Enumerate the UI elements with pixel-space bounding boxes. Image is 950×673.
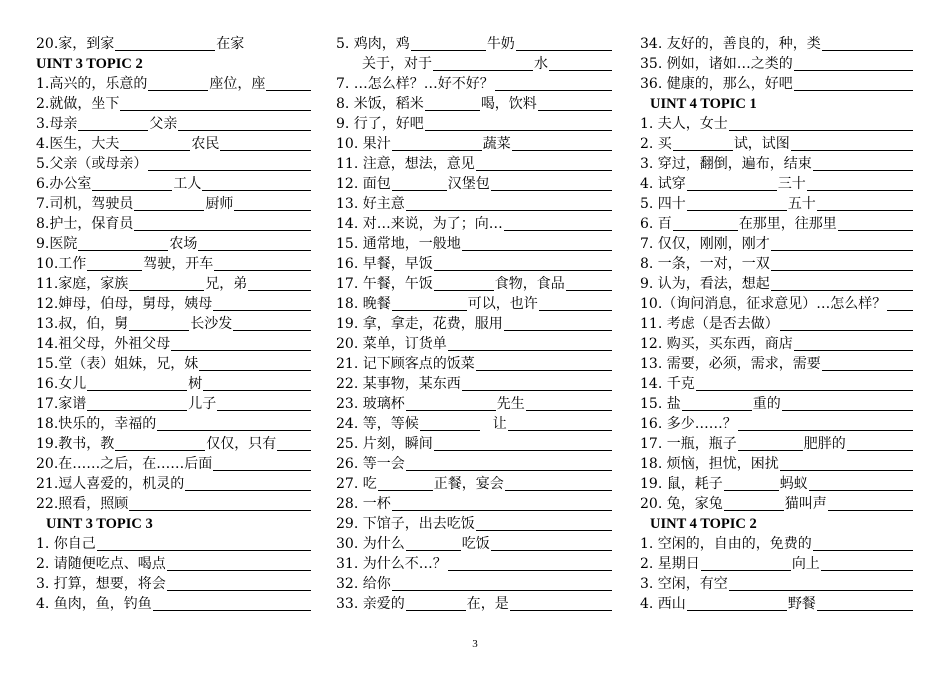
vocab-line: 9. 认为，看法，想起 (640, 274, 914, 294)
answer-blank[interactable] (495, 75, 612, 91)
vocab-line: 13. 好主意 (336, 194, 613, 214)
vocab-line: 4. 西山 野餐 (640, 594, 914, 614)
vocab-line: 4. 鱼肉，鱼，钓鱼 (36, 594, 312, 614)
answer-blank[interactable] (406, 455, 612, 471)
answer-blank[interactable] (813, 535, 913, 551)
answer-blank[interactable] (87, 255, 142, 271)
vocab-line: 3. 空闲，有空 (640, 574, 914, 594)
answer-blank[interactable] (738, 415, 913, 431)
vocab-line: 18.快乐的，幸福的 (36, 414, 312, 434)
answer-blank[interactable] (171, 335, 311, 351)
answer-blank[interactable] (406, 395, 496, 411)
vocab-line: 11. 考虑（是否去做） (640, 314, 914, 334)
vocab-line: 1.高兴的，乐意的 座位，座 (36, 74, 312, 94)
vocab-line: 17. 午餐，午饭 食物，食品 (336, 274, 613, 294)
answer-blank[interactable] (526, 395, 612, 411)
vocab-line: 21. 记下顾客点的饭菜 (336, 354, 613, 374)
answer-blank[interactable] (277, 435, 311, 451)
column-middle (336, 34, 613, 614)
vocab-line: 20. 兔，家兔 猫叫声 (640, 494, 914, 514)
answer-blank[interactable] (462, 375, 612, 391)
answer-blank[interactable] (512, 135, 612, 151)
vocab-line: 14. 千克 (640, 374, 914, 394)
answer-blank[interactable] (392, 495, 612, 511)
answer-blank[interactable] (406, 535, 461, 551)
vocab-line: 30. 为什么 吃饭 (336, 534, 613, 554)
answer-blank[interactable] (794, 55, 913, 71)
section-heading: UINT 3 TOPIC 3 (46, 516, 153, 532)
answer-blank[interactable] (178, 115, 311, 131)
answer-blank[interactable] (148, 75, 208, 91)
vocab-line: 2. 星期日 向上 (640, 554, 914, 574)
vocab-line: 16. 早餐，早饭 (336, 254, 613, 274)
answer-blank[interactable] (115, 435, 205, 451)
vocab-line: 9. 行了，好吧 (336, 114, 613, 134)
answer-blank[interactable] (87, 375, 187, 391)
answer-blank[interactable] (203, 375, 311, 391)
answer-blank[interactable] (813, 155, 913, 171)
vocab-line: 31. 为什么不…？ (336, 554, 613, 574)
vocab-line: 14. 对…来说，为了；向… (336, 214, 613, 234)
vocab-line: 14.祖父母，外祖父母 (36, 334, 312, 354)
vocab-line: 12. 购买，买东西，商店 (640, 334, 914, 354)
answer-blank[interactable] (157, 415, 311, 431)
vocab-line: 1. 空闲的，自由的，免费的 (640, 534, 914, 554)
answer-blank[interactable] (217, 395, 311, 411)
answer-blank[interactable] (809, 475, 913, 491)
vocab-line: 5.父亲（或母亲） (36, 154, 312, 174)
answer-blank[interactable] (129, 275, 204, 291)
answer-blank[interactable] (687, 175, 777, 191)
answer-blank[interactable] (425, 115, 612, 131)
vocab-line: 15. 通常地，一般地 (336, 234, 613, 254)
answer-blank[interactable] (491, 175, 612, 191)
answer-blank[interactable] (887, 295, 913, 311)
answer-blank[interactable] (817, 195, 913, 211)
answer-blank[interactable] (153, 595, 311, 611)
answer-blank[interactable] (120, 95, 311, 111)
answer-blank[interactable] (780, 455, 913, 471)
column-left (36, 34, 312, 614)
answer-blank[interactable] (822, 35, 913, 51)
vocab-line: 15. 盐 重的 (640, 394, 914, 414)
vocab-line: 22.照看，照顾 (36, 494, 312, 514)
answer-blank[interactable] (120, 135, 190, 151)
answer-blank[interactable] (828, 495, 913, 511)
vocab-line: 20. 菜单，订货单 (336, 334, 613, 354)
answer-blank[interactable] (687, 595, 787, 611)
answer-blank[interactable] (134, 195, 204, 211)
answer-blank[interactable] (392, 175, 447, 191)
vocab-line: 23. 玻璃杯 先生 (336, 394, 613, 414)
answer-blank[interactable] (220, 135, 311, 151)
vocab-line: 18. 晚餐 可以，也许 (336, 294, 613, 314)
answer-blank[interactable] (248, 275, 311, 291)
answer-blank[interactable] (771, 255, 913, 271)
answer-blank[interactable] (729, 575, 913, 591)
vocab-line: 20.在……之后，在……后面 (36, 454, 312, 474)
answer-blank[interactable] (476, 515, 612, 531)
answer-blank[interactable] (738, 435, 803, 451)
answer-blank[interactable] (838, 215, 913, 231)
answer-blank[interactable] (724, 475, 779, 491)
answer-blank[interactable] (202, 175, 311, 191)
section-heading: UINT 4 TOPIC 2 (650, 516, 757, 532)
vocab-line: 5. 鸡肉，鸡 牛奶 (336, 34, 613, 54)
vocab-line: 6.办公室 工人 (36, 174, 312, 194)
answer-blank[interactable] (782, 395, 913, 411)
answer-blank[interactable] (817, 595, 913, 611)
vocab-line: 26. 等一会 (336, 454, 613, 474)
answer-blank[interactable] (538, 95, 612, 111)
answer-blank[interactable] (78, 235, 168, 251)
answer-blank[interactable] (129, 495, 311, 511)
vocab-line: 24. 等，等候 让 (336, 414, 613, 434)
answer-blank[interactable] (462, 235, 612, 251)
vocab-line: 35. 例如，诸如…之类的 (640, 54, 914, 74)
vocab-line: 32. 给你 (336, 574, 613, 594)
answer-blank[interactable] (425, 95, 480, 111)
answer-blank[interactable] (771, 275, 913, 291)
vocab-line: 1. 夫人，女士 (640, 114, 914, 134)
answer-blank[interactable] (508, 415, 612, 431)
vocab-line: 27. 吃 正餐，宴会 (336, 474, 613, 494)
answer-blank[interactable] (411, 35, 486, 51)
vocab-line: 17.家谱 儿子 (36, 394, 312, 414)
vocab-line: 12. 面包 汉堡包 (336, 174, 613, 194)
vocab-line: 16.女儿 树 (36, 374, 312, 394)
answer-blank[interactable] (392, 135, 482, 151)
vocab-line: 15.堂（表）姐妹，兄，妹 (36, 354, 312, 374)
answer-blank[interactable] (794, 335, 913, 351)
answer-blank[interactable] (566, 275, 612, 291)
answer-blank[interactable] (539, 295, 612, 311)
vocab-line: 19. 拿，拿走，花费，服用 (336, 314, 613, 334)
answer-blank[interactable] (491, 535, 612, 551)
vocab-line: 2. 请随便吃点、喝点 (36, 554, 312, 574)
answer-blank[interactable] (234, 195, 311, 211)
vocab-line: 36. 健康的，那么，好吧 (640, 74, 914, 94)
answer-blank[interactable] (448, 555, 612, 571)
vocab-line: 17. 一瓶，瓶子 肥胖的 (640, 434, 914, 454)
vocab-line: 34. 友好的，善良的，种，类 (640, 34, 914, 54)
vocab-line: 8. 米饭，稻米 喝，饮料 (336, 94, 613, 114)
vocab-line: 7.司机，驾驶员 厨师 (36, 194, 312, 214)
vocab-line: 29. 下馆子，出去吃饭 (336, 514, 613, 534)
vocab-line: 2.就做，坐下 (36, 94, 312, 114)
answer-blank[interactable] (516, 35, 612, 51)
vocab-line: 12.婶母，伯母，舅母，姨母 (36, 294, 312, 314)
answer-blank[interactable] (504, 315, 612, 331)
page-number: 3 (472, 638, 478, 650)
vocab-line: 25. 片刻，瞬间 (336, 434, 613, 454)
answer-blank[interactable] (392, 575, 612, 591)
answer-blank[interactable] (822, 355, 913, 371)
vocab-line: 7. 仅仅，刚刚，刚才 (640, 234, 914, 254)
answer-blank[interactable] (724, 495, 784, 511)
vocab-line: 19.教书，教 仅仅，只有 (36, 434, 312, 454)
vocab-line: 13.叔，伯，舅 长沙发 (36, 314, 312, 334)
answer-blank[interactable] (434, 275, 494, 291)
answer-blank[interactable] (406, 195, 612, 211)
vocab-line: 3. 打算，想要，将会 (36, 574, 312, 594)
vocab-line: 8. 一条，一对，一双 (640, 254, 914, 274)
vocab-line: 10. 果汁 蔬菜 (336, 134, 613, 154)
answer-blank[interactable] (266, 75, 311, 91)
answer-blank[interactable] (791, 135, 913, 151)
vocab-line: 11.家庭，家族 兄，弟 (36, 274, 312, 294)
vocab-line: 22. 某事物，某东西 (336, 374, 613, 394)
answer-blank[interactable] (167, 575, 311, 591)
answer-blank[interactable] (807, 175, 913, 191)
answer-blank[interactable] (549, 55, 612, 71)
answer-blank[interactable] (78, 115, 148, 131)
vocab-line: 28. 一杯 (336, 494, 613, 514)
vocab-line: 33. 亲爱的 在，是 (336, 594, 613, 614)
vocab-line: 10.（询问消息，征求意见）…怎么样？ (640, 294, 914, 314)
answer-blank[interactable] (115, 35, 215, 51)
vocab-line: 8.护士，保育员 (36, 214, 312, 234)
answer-blank[interactable] (233, 315, 311, 331)
answer-blank[interactable] (687, 195, 787, 211)
answer-blank[interactable] (476, 155, 612, 171)
vocab-line: 2. 买 试，试图 (640, 134, 914, 154)
answer-blank[interactable] (448, 335, 612, 351)
vocab-line: 1. 你自己 (36, 534, 312, 554)
answer-blank[interactable] (434, 435, 612, 451)
answer-blank[interactable] (504, 215, 612, 231)
answer-blank[interactable] (392, 295, 467, 311)
vocab-line: 6. 百 在那里，往那里 (640, 214, 914, 234)
vocab-line: 18. 烦恼，担忧，困扰 (640, 454, 914, 474)
vocab-line: 13. 需要，必须，需求，需要 (640, 354, 914, 374)
vocab-line: 7. …怎么样？…好不好？ (336, 74, 613, 94)
answer-blank[interactable] (406, 595, 466, 611)
answer-blank[interactable] (682, 395, 752, 411)
answer-blank[interactable] (92, 175, 172, 191)
vocab-line: 21.逗人喜爱的，机灵的 (36, 474, 312, 494)
answer-blank[interactable] (214, 255, 311, 271)
answer-blank[interactable] (505, 475, 612, 491)
answer-blank[interactable] (148, 155, 311, 171)
answer-blank[interactable] (213, 455, 311, 471)
answer-blank[interactable] (794, 75, 913, 91)
vocab-line: 16. 多少……？ (640, 414, 914, 434)
answer-blank[interactable] (87, 395, 187, 411)
answer-blank[interactable] (780, 315, 913, 331)
answer-blank[interactable] (434, 255, 612, 271)
vocab-line: 4. 试穿 三十 (640, 174, 914, 194)
answer-blank[interactable] (199, 355, 311, 371)
answer-blank[interactable] (134, 215, 311, 231)
vocab-line: 3. 穿过，翻倒，遍布，结束 (640, 154, 914, 174)
vocab-line: 9.医院 农场 (36, 234, 312, 254)
answer-blank[interactable] (476, 355, 612, 371)
answer-blank[interactable] (167, 555, 311, 571)
answer-blank[interactable] (729, 115, 913, 131)
answer-blank[interactable] (673, 135, 733, 151)
vocab-line: 11. 注意，想法，意见 (336, 154, 613, 174)
vocab-line: 3.母亲 父亲 (36, 114, 312, 134)
answer-blank[interactable] (198, 235, 311, 251)
answer-blank[interactable] (378, 475, 433, 491)
column-right (640, 34, 914, 614)
vocab-line: 10.工作 驾驶，开车 (36, 254, 312, 274)
answer-blank[interactable] (129, 315, 189, 331)
answer-blank[interactable] (185, 475, 311, 491)
vocab-line: 19. 鼠，耗子 蚂蚁 (640, 474, 914, 494)
answer-blank[interactable] (673, 215, 738, 231)
section-heading: UINT 4 TOPIC 1 (650, 96, 757, 112)
answer-blank[interactable] (847, 435, 913, 451)
section-heading: UINT 3 TOPIC 2 (36, 56, 143, 72)
answer-blank[interactable] (433, 55, 533, 71)
vocab-line: 4.医生，大夫 农民 (36, 134, 312, 154)
answer-blank[interactable] (701, 555, 791, 571)
answer-blank[interactable] (420, 415, 480, 431)
vocab-line: 5. 四十 五十 (640, 194, 914, 214)
answer-blank[interactable] (97, 535, 311, 551)
answer-blank[interactable] (821, 555, 913, 571)
answer-blank[interactable] (696, 375, 913, 391)
vocab-line: 关于，对于 水 (336, 54, 613, 74)
answer-blank[interactable] (771, 235, 913, 251)
answer-blank[interactable] (213, 295, 311, 311)
vocab-line: 20.家，到家 在家 (36, 36, 245, 52)
answer-blank[interactable] (510, 595, 612, 611)
